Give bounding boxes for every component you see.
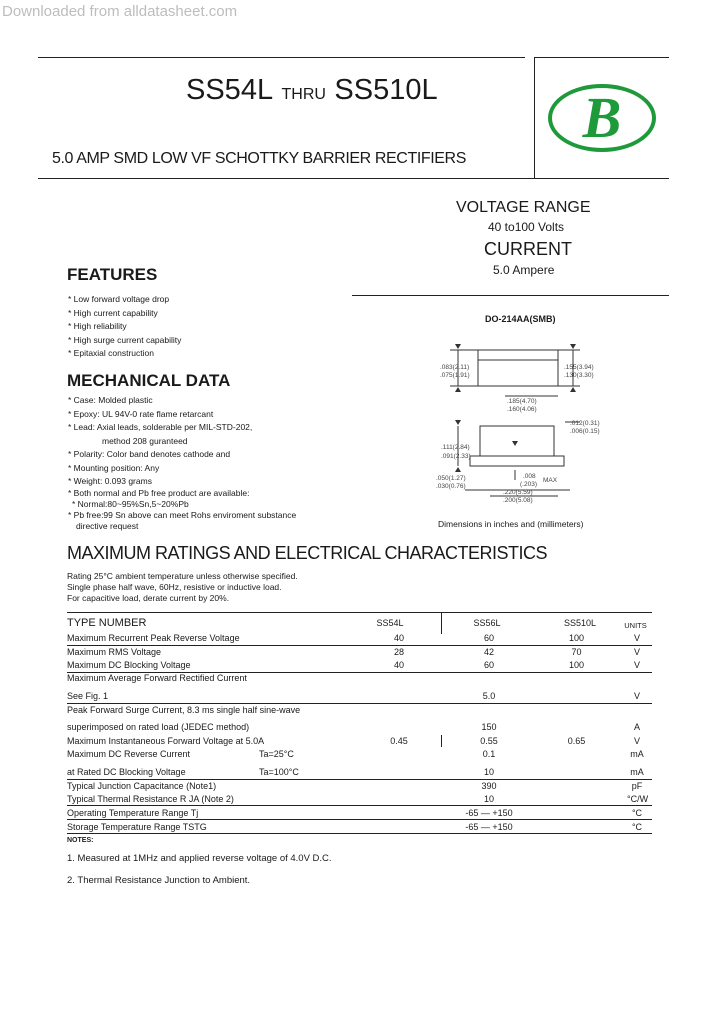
cell-unit: °C — [631, 808, 643, 818]
cell-unit: pF — [631, 781, 643, 791]
cell-ss54l: 28 — [393, 647, 404, 657]
cell-ss54l: 0.45 — [390, 736, 408, 746]
cell-ss56l: 150 — [481, 722, 497, 732]
voltage-range-value: 40 to100 Volts — [488, 220, 565, 234]
list-item: * Mounting position: Any — [68, 462, 160, 473]
cell-ss56l: 60 — [483, 660, 494, 670]
table-row — [67, 793, 652, 806]
row-label: Maximum Instantaneous Forward Voltage at 5.0A — [67, 736, 265, 746]
cell-ss56l: 0.1 — [482, 749, 496, 759]
cell-ss56l: 10 — [483, 794, 494, 804]
dim-label: .220(5.59) — [503, 489, 533, 496]
table-row — [67, 721, 652, 734]
table-row — [67, 780, 652, 793]
mechanical-list — [68, 395, 296, 532]
table-row — [67, 672, 652, 685]
cell-ss510l: 100 — [568, 660, 585, 670]
dim-label: .008 — [523, 473, 536, 480]
list-item: * Low forward voltage drop — [68, 294, 170, 304]
table-row — [67, 646, 652, 659]
thru-label: THRU — [281, 86, 326, 103]
list-item: directive request — [76, 521, 139, 531]
table-row — [67, 632, 652, 645]
cell-ss54l: 40 — [393, 660, 404, 670]
intro-line: Rating 25°C ambient temperature unless otherwise specified. — [67, 571, 298, 581]
cell-unit: V — [633, 736, 640, 746]
ratings-title: MAXIMUM RATINGS AND ELECTRICAL CHARACTERISTICS — [67, 543, 548, 563]
table-row — [67, 704, 652, 717]
table-top-rule — [67, 612, 652, 613]
dim-label: .075(1.91) — [440, 372, 470, 379]
features-list — [68, 293, 181, 361]
list-item: * Epoxy: UL 94V-0 rate flame retarcant — [68, 408, 214, 419]
row-label: Maximum DC Reverse Current — [67, 749, 191, 759]
row-label: Typical Thermal Resistance R JA (Note 2) — [67, 794, 234, 804]
cell-ss56l: -65 — +150 — [465, 808, 513, 818]
list-item: * Pb free:99 Sn above can meet Rohs enviroment substance — [68, 510, 297, 520]
row-label: at Rated DC Blocking Voltage — [67, 767, 186, 777]
package-title: DO-214AA(SMB) — [485, 314, 556, 324]
cell-ss56l: 5.0 — [482, 691, 496, 701]
cell-ss56l: 42 — [483, 647, 494, 657]
row-label: Maximum DC Blocking Voltage — [67, 660, 191, 670]
dim-label: .091(2.33) — [441, 453, 471, 460]
list-item: * Both normal and Pb free product are available: — [68, 488, 250, 498]
row-label: Maximum RMS Voltage — [67, 647, 162, 657]
part-to: SS510L — [334, 74, 438, 106]
table-row — [67, 807, 652, 820]
intro-line: Single phase half wave, 60Hz, resistive or inductive load. — [67, 582, 282, 592]
row-label: See Fig. 1 — [67, 691, 109, 701]
mechanical-title: MECHANICAL DATA — [67, 371, 231, 390]
current-title: CURRENT — [484, 239, 572, 259]
row-label: Operating Temperature Range Tj — [67, 808, 199, 818]
note-2: 2. Thermal Resistance Junction to Ambient. — [67, 875, 251, 886]
cell-unit: V — [633, 660, 640, 670]
table-row — [67, 766, 652, 779]
cell-unit: V — [633, 691, 640, 701]
ratings-intro — [67, 571, 298, 604]
cell-unit: A — [633, 722, 640, 732]
list-item: * Weight: 0.093 grams — [68, 476, 152, 486]
cell-ss510l: 0.65 — [567, 736, 586, 746]
part-from: SS54L — [186, 74, 274, 106]
list-item: * Normal:80~95%Sn,5~20%Pb — [72, 499, 189, 509]
header-type: TYPE NUMBER — [67, 617, 147, 629]
table-header — [67, 617, 652, 630]
row-label: Storage Temperature Range TSTG — [67, 822, 207, 832]
row-label: Maximum Average Forward Rectified Current — [67, 673, 247, 683]
logo-left-rule — [534, 57, 535, 179]
subtitle: 5.0 AMP SMD LOW VF SCHOTTKY BARRIER RECTIFIERS — [52, 150, 466, 167]
dim-label: .030(0.76) — [436, 483, 466, 490]
list-item: * Epitaxial construction — [68, 348, 154, 358]
row-label: Typical Junction Capacitance (Note1) — [67, 781, 217, 791]
cell-unit: °C — [631, 822, 643, 832]
dim-label: .050(1.27) — [436, 475, 466, 482]
logo-top-rule — [534, 57, 669, 58]
note-1: 1. Measured at 1MHz and applied reverse voltage of 4.0V D.C. — [67, 853, 332, 864]
dim-label: .200(5.08) — [503, 497, 533, 504]
cell-unit: °C/W — [627, 794, 649, 804]
table-row — [67, 821, 652, 834]
cell-ss56l: 10 — [483, 767, 494, 777]
list-item: * High current capability — [68, 307, 158, 318]
list-item: method 208 guranteed — [102, 435, 188, 446]
cell-ss56l: 60 — [483, 633, 494, 643]
dim-label: (.203) — [520, 481, 537, 488]
table-row — [67, 690, 652, 703]
list-item: * High surge current capability — [68, 334, 182, 345]
cell-unit: mA — [630, 749, 644, 759]
package-top-outline — [478, 350, 558, 386]
notes-title: NOTES: — [67, 837, 94, 844]
table-row — [67, 748, 652, 761]
cell-unit: V — [633, 647, 640, 657]
subtitle-rule — [38, 178, 669, 179]
cell-ss56l: 390 — [481, 781, 497, 791]
voltage-range-title: VOLTAGE RANGE — [456, 199, 591, 216]
watermark: Downloaded from alldatasheet.com — [2, 3, 238, 20]
dim-label: .160(4.06) — [507, 406, 537, 413]
cell-unit: mA — [630, 767, 644, 777]
list-item: * Lead: Axial leads, solderable per MIL-STD-202, — [68, 422, 253, 432]
cell-ss510l: 100 — [568, 633, 585, 643]
header-col: SS56L — [473, 618, 501, 628]
package-side-outline — [470, 426, 564, 466]
dim-label: MAX — [543, 477, 558, 484]
row-label: Maximum Recurrent Peak Reverse Voltage — [67, 633, 240, 643]
header-col: SS54L — [376, 618, 404, 628]
ranges-rule — [352, 295, 669, 296]
cell-ss56l: -65 — +150 — [465, 822, 513, 832]
row-label: superimposed on rated load (JEDEC method) — [67, 722, 250, 732]
page-title — [186, 74, 438, 107]
dim-label: .111(2.84) — [441, 444, 470, 451]
list-item: * High reliability — [68, 321, 127, 331]
brand-logo — [548, 84, 656, 152]
logo-letter: B — [582, 85, 622, 150]
intro-line: For capacitive load, derate current by 20%. — [67, 593, 230, 603]
dim-label: .006(0.15) — [570, 428, 600, 435]
list-item: * Case: Molded plastic — [68, 395, 153, 405]
package-caption: Dimensions in inches and (millimeters) — [438, 519, 584, 529]
features-title: FEATURES — [67, 265, 158, 284]
table-row — [67, 735, 652, 748]
dim-label: .130(3.30) — [564, 372, 594, 379]
current-value: 5.0 Ampere — [493, 263, 555, 277]
dim-label: .083(2.11) — [440, 364, 470, 371]
header-col: SS510L — [563, 618, 597, 628]
dim-label: .012(0.31) — [570, 420, 600, 427]
row-condition: Ta=25°C — [259, 749, 294, 759]
header-top-rule — [38, 57, 525, 58]
dim-label: .155(3.94) — [564, 364, 594, 371]
row-condition: Ta=100°C — [259, 767, 299, 777]
row-label: Peak Forward Surge Current, 8.3 ms single half sine-wave — [67, 705, 301, 715]
cell-ss54l: 40 — [393, 633, 404, 643]
cell-ss510l: 70 — [571, 647, 582, 657]
table-row — [67, 659, 652, 672]
dim-label: .185(4.70) — [507, 398, 537, 405]
list-item: * Polarity: Color band denotes cathode and — [68, 449, 231, 459]
header-col: UNITS — [624, 621, 647, 630]
cell-unit: V — [633, 633, 640, 643]
cell-ss56l: 0.55 — [480, 736, 498, 746]
